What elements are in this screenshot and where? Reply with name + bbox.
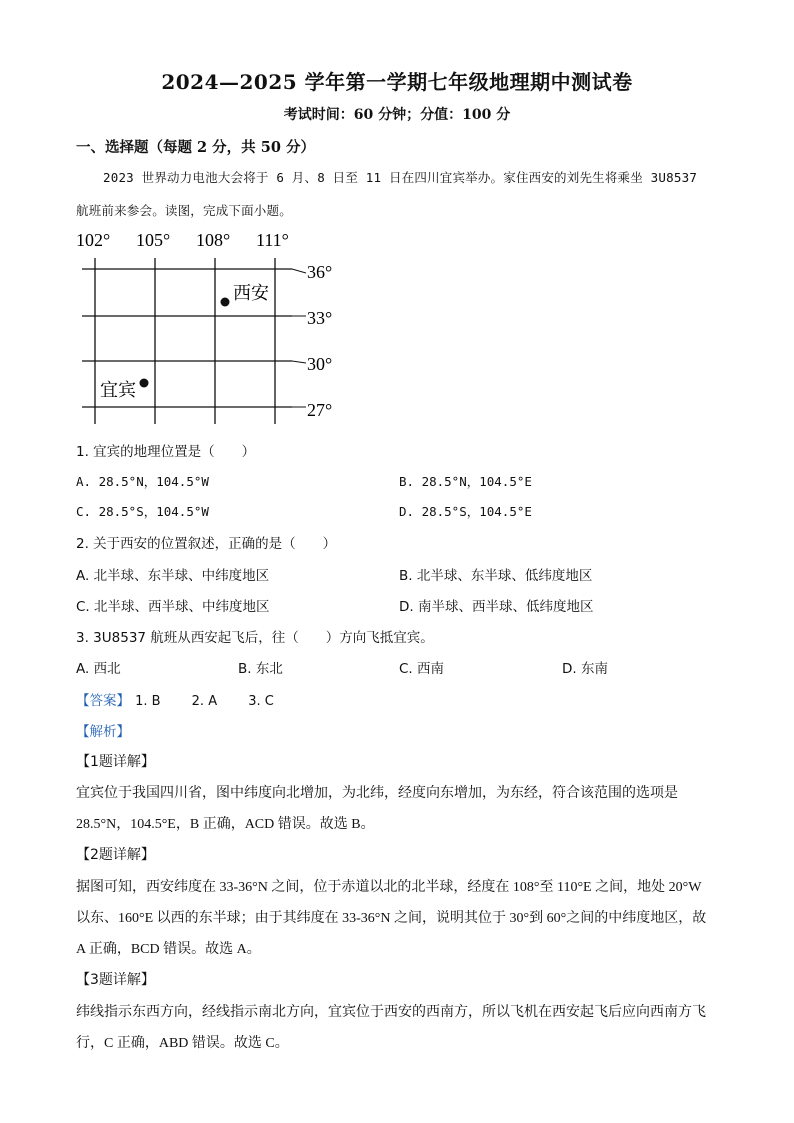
longitude-label: 111°	[256, 230, 289, 250]
detail-3-heading: 【3题详解】	[76, 972, 155, 988]
city-marker-yibin	[140, 379, 149, 388]
question-3-stem: 3. 3U8537 航班从西安起飞后，往（ ）方向飞抵宜宾。	[76, 630, 434, 646]
answer-item: 3. C	[248, 694, 274, 709]
longitude-label: 105°	[136, 230, 171, 250]
answer-item: 1. B	[135, 694, 161, 709]
detail-1-line: 28.5°N，104.5°E，B 正确，ACD 错误。故选 B。	[76, 817, 375, 832]
label-arrow	[292, 361, 306, 363]
question-3-option-b[interactable]: B. 东北	[238, 661, 283, 677]
longitude-label: 108°	[196, 230, 231, 250]
latitude-label: 27°	[307, 400, 333, 420]
detail-1-line: 宜宾位于我国四川省，图中纬度向北增加，为北纬，经度向东增加，为东经，符合该范围的选项是	[76, 786, 678, 801]
detail-2-line: A 正确，BCD 错误。故选 A。	[76, 942, 261, 957]
question-1-option-d[interactable]: D. 28.5°S，104.5°E	[399, 504, 532, 519]
intro-line-1: 2023 世界动力电池大会将于 6 月、8 日至 11 日在四川宜宾举办。家住西安的刘先生将乘坐 3U8537	[103, 170, 698, 185]
question-2-option-b[interactable]: B. 北半球、东半球、低纬度地区	[399, 568, 593, 584]
detail-1-heading: 【1题详解】	[76, 754, 155, 770]
intro-line-2: 航班前来参会。读图，完成下面小题。	[76, 203, 292, 218]
detail-3-line: 行，C 正确，ABD 错误。故选 C。	[76, 1036, 289, 1051]
city-label-yibin: 宜宾	[100, 380, 136, 400]
label-arrow	[292, 269, 306, 273]
question-2-option-d[interactable]: D. 南半球、西半球、低纬度地区	[399, 599, 594, 615]
detail-2-line: 据图可知，西安纬度在 33-36°N 之间，位于赤道以北的北半球，经度在 108°至 110°E 之间，地处 20°W	[76, 880, 702, 895]
exam-info: 考试时间：60 分钟；分值：100 分	[283, 107, 511, 123]
question-1-option-b[interactable]: B. 28.5°N，104.5°E	[399, 474, 532, 489]
latitude-label: 36°	[307, 262, 333, 282]
answer-tag: 【答案】	[76, 693, 130, 709]
city-marker-xian	[221, 298, 230, 307]
answer-item: 2. A	[191, 694, 218, 709]
question-2-stem: 2. 关于西安的位置叙述，正确的是（ ）	[76, 536, 337, 552]
question-2-option-c[interactable]: C. 北半球、西半球、中纬度地区	[76, 599, 270, 615]
lat-lon-grid-map	[72, 226, 352, 426]
section-heading: 一、选择题（每题 2 分，共 50 分）	[76, 139, 315, 156]
detail-2-heading: 【2题详解】	[76, 847, 155, 863]
detail-3-line: 纬线指示东西方向，经线指示南北方向，宜宾位于西安的西南方，所以飞机在西安起飞后应向西南方飞	[76, 1005, 706, 1020]
question-2-option-a[interactable]: A. 北半球、东半球、中纬度地区	[76, 568, 270, 584]
longitude-label: 102°	[76, 230, 111, 250]
latitude-label: 33°	[307, 308, 333, 328]
question-1-option-c[interactable]: C. 28.5°S，104.5°W	[76, 504, 209, 519]
detail-2-line: 以东、160°E 以西的东半球；由于其纬度在 33-36°N 之间，说明其位于 30°到 60°之间的中纬度地区，故	[76, 911, 707, 926]
question-1-option-a[interactable]: A. 28.5°N，104.5°W	[76, 474, 209, 489]
question-3-option-c[interactable]: C. 西南	[399, 661, 445, 677]
answer-row	[76, 689, 274, 709]
latitude-label: 30°	[307, 354, 333, 374]
question-1-stem: 1. 宜宾的地理位置是（ ）	[76, 444, 256, 460]
question-3-option-d[interactable]: D. 东南	[562, 661, 608, 677]
analysis-tag: 【解析】	[76, 724, 130, 740]
city-label-xian: 西安	[233, 283, 269, 303]
page-title: 2024—2025 学年第一学期七年级地理期中测试卷	[161, 70, 633, 94]
question-3-option-a[interactable]: A. 西北	[76, 661, 121, 677]
